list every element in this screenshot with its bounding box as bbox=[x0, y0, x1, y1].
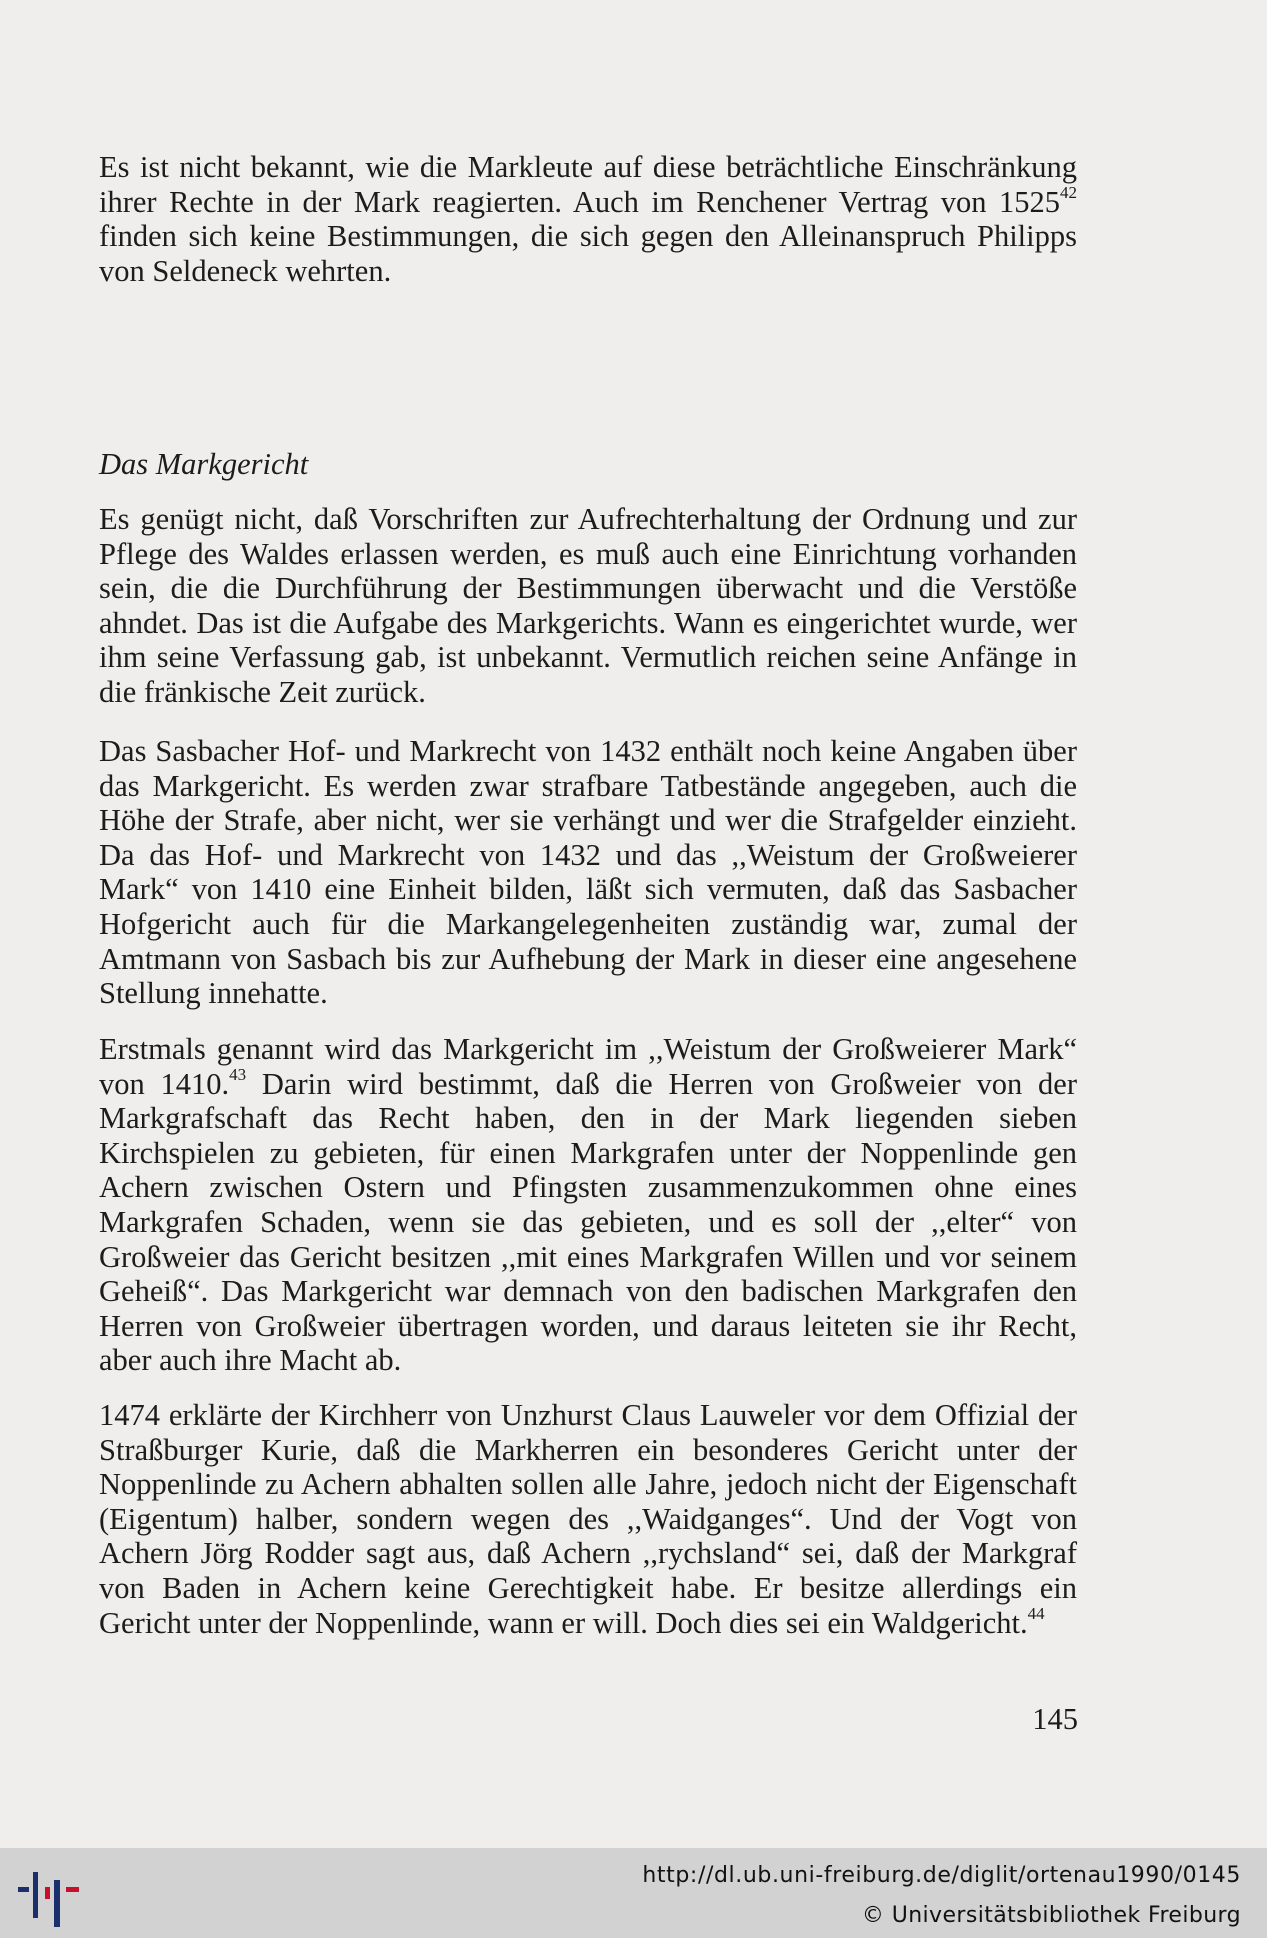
paragraph-2-text: Das Sasbacher Hof- und Markrecht von 1432 enthält noch keine Angaben über das Markgericht. Es werden zwar strafbare Tatbestände angegeben, auch die Höhe der Strafe, aber nicht, wer sie verhängt und wer die Strafgelder einzieht. Da das Hof- und Markrecht von 1432 und das ,,Weistum der Großweierer Mark“ von 1410 eine Einheit bilden, läßt sich vermuten, daß das Sasbacher Hofgericht auch für die Markangelegenheiten zuständig war, zumal der Amtmann von Sasbach bis zur Aufhebung der Mark in dieser eine angesehene Stellung innehatte. bbox=[99, 734, 1077, 1011]
footer-bar bbox=[0, 1848, 1267, 1938]
paragraph-markgericht-2 bbox=[99, 734, 1077, 1011]
paragraph-markgericht-1 bbox=[99, 502, 1077, 710]
paragraph-1-text: Es genügt nicht, daß Vorschriften zur Aufrechterhaltung der Ordnung und zur Pflege des Waldes erlassen werden, es muß auch eine Einrichtung vorhanden sein, die die Durchführung der Bestimmungen überwacht und die Verstöße ahndet. Das ist die Aufgabe des Markgerichts. Wann es eingerichtet wurde, wer ihm seine Verfassung gab, ist unbekannt. Vermutlich reichen seine Anfänge in die fränkische Zeit zurück. bbox=[99, 502, 1077, 709]
footer-copyright: © Universitätsbibliothek Freiburg bbox=[861, 1903, 1241, 1928]
paragraph-markgericht-3 bbox=[99, 1032, 1077, 1378]
page-number: 145 bbox=[1032, 1702, 1078, 1736]
footnote-ref-44[interactable]: 44 bbox=[1027, 1604, 1045, 1624]
paragraph-intro-text-2: finden sich keine Bestimmungen, die sich gegen den Alleinanspruch Philipps von Seldeneck wehrten. bbox=[99, 219, 1077, 288]
footnote-ref-43[interactable]: 43 bbox=[229, 1065, 247, 1085]
paragraph-intro bbox=[99, 150, 1077, 288]
paragraph-intro-text-1: Es ist nicht bekannt, wie die Markleute auf diese beträchtliche Einschränkung ihrer Rechte in der Mark reagierten. Auch im Renchener Vertrag von 1525 bbox=[99, 150, 1077, 219]
footnote-ref-42[interactable]: 42 bbox=[1060, 183, 1077, 203]
paragraph-markgericht-4 bbox=[99, 1398, 1077, 1640]
paragraph-4-text: 1474 erklärte der Kirchherr von Unzhurst Claus Lauweler vor dem Offizial der Straßburger Kurie, daß die Markherren ein besonderes Gericht unter der Noppenlinde zu Achern abhalten sollen alle Jahre, jedoch nicht der Eigenschaft (Eigentum) halber, sondern wegen des ,,Waidganges“. Und der Vogt von Achern Jörg Rodder sagt aus, daß Achern ,,rychsland“ sei, daß der Markgraf von Baden in Achern keine Gerechtigkeit habe. Er besitze allerdings ein Gericht unter der Noppenlinde, wann er will. Doch dies sei ein Waldgericht. bbox=[99, 1398, 1077, 1640]
paragraph-3-text-1: Erstmals genannt wird das Markgericht im ,,Weistum der Großweierer Mark“ von 1410. bbox=[99, 1032, 1077, 1101]
section-heading: Das Markgericht bbox=[99, 447, 309, 481]
library-logo-icon bbox=[16, 1858, 84, 1928]
footer-url-link[interactable]: http://dl.ub.uni-freiburg.de/diglit/ortenau1990/0145 bbox=[642, 1863, 1241, 1888]
paragraph-3-text-2: Darin wird bestimmt, daß die Herren von Großweier von der Markgrafschaft das Recht haben, den in der Mark liegenden sieben Kirchspielen zu gebieten, für einen Markgrafen unter der Noppenlinde gen Achern zwischen Ostern und Pfingsten zusammenzukommen ohne eines Markgrafen Schaden, wenn sie das gebieten, und es soll der ,,elter“ von Großweier das Gericht besitzen ,,mit eines Markgrafen Willen und vor seinem Geheiß“. Das Markgericht war demnach von den badischen Markgrafen den Herren von Großweier übertragen worden, und daraus leiteten sie ihr Recht, aber auch ihre Macht ab. bbox=[99, 1066, 1078, 1378]
